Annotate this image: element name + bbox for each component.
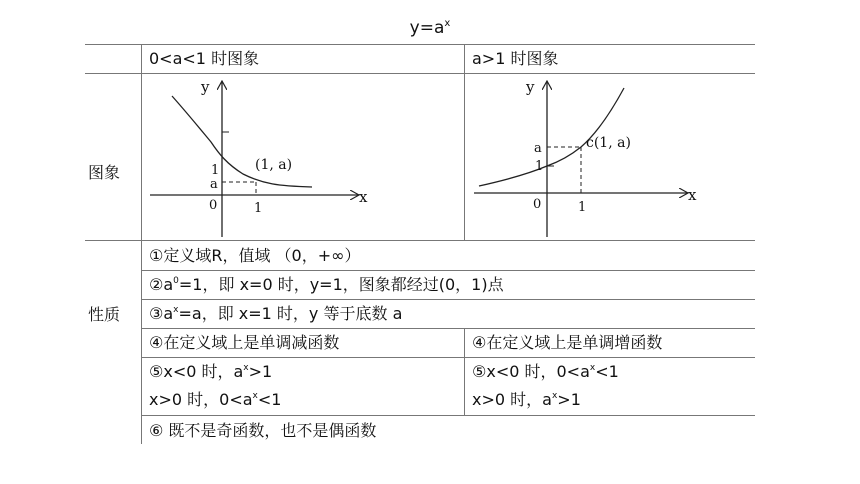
graph-decreasing [143,74,463,239]
origin-label: 0 [533,197,542,212]
table-line [141,328,755,329]
table-line [141,299,755,300]
property-4-left: ④在定义域上是单调减函数 [149,333,340,352]
x-axis-label: x [688,186,697,204]
header-col-right: a>1 时图象 [472,49,559,68]
header-col-left: 0<a<1 时图象 [149,49,260,68]
page-title: $y=a^x$ [409,18,451,38]
row-label-props: 性质 [88,305,121,324]
x-tick-1: 1 [578,200,587,215]
table-line [85,240,755,241]
table-line [464,44,465,240]
y-axis-label: y [526,78,535,96]
property-5-left-line2: x>0 时，$0<a^x<1$ [149,390,282,409]
y-tick-a: a [210,177,218,192]
y-axis-label: y [201,78,210,96]
table-line [85,44,755,45]
table-line [464,328,465,415]
x-axis-label: x [359,188,368,206]
point-label: (1, a) [255,157,293,173]
property-4-right: ④在定义域上是单调增函数 [472,333,663,352]
property-1: ①定义域R，值域 （0，+∞） [149,246,361,265]
y-tick-1: 1 [535,159,544,174]
table-line [141,44,142,444]
property-5-right-line1: ⑤x<0 时，$0<a^x<1$ [472,362,619,381]
graph-increasing [466,74,755,239]
origin-label: 0 [209,198,218,213]
x-tick-1: 1 [254,201,263,216]
table-line [141,415,755,416]
row-label-graph: 图象 [88,163,121,182]
property-2: $②a^0=1$，即 x=0 时，y=1，图象都经过(0，1)点 [149,275,504,294]
y-tick-1: 1 [211,163,220,178]
property-5-right-line2: x>0 时，$a^x>1$ [472,390,581,409]
curve-decreasing [172,96,312,187]
y-tick-a: a [534,141,542,156]
table-line [141,270,755,271]
table-line [141,357,755,358]
property-6: ⑥ 既不是奇函数，也不是偶函数 [149,421,377,440]
property-5-left-line1: ⑤x<0 时，$a^x>1$ [149,362,273,381]
point-label: c(1, a) [586,135,631,151]
property-3: $③a^x=a$，即 x=1 时，y 等于底数 a [149,304,403,323]
